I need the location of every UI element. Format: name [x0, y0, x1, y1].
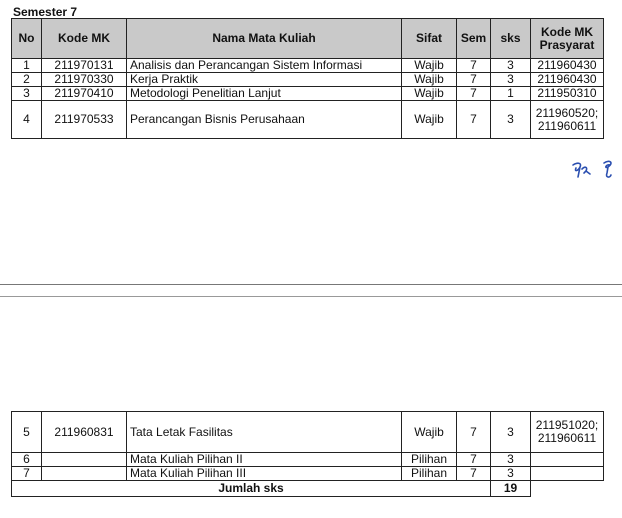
cell-kode: [42, 453, 127, 467]
cell-no: 4: [12, 101, 42, 139]
cell-sifat: Wajib: [402, 412, 457, 453]
cell-no: 6: [12, 453, 42, 467]
cell-kode: 211970533: [42, 101, 127, 139]
cell-sifat: Wajib: [402, 87, 457, 101]
cell-sifat: Pilihan: [402, 467, 457, 481]
cell-nama: Mata Kuliah Pilihan II: [127, 453, 402, 467]
cell-prasyarat: 211951020; 211960611: [531, 412, 604, 453]
cell-nama: Kerja Praktik: [127, 73, 402, 87]
cell-sifat: Pilihan: [402, 453, 457, 467]
course-table-bottom: [11, 411, 604, 497]
table-row: [12, 453, 604, 467]
total-label: Jumlah sks: [12, 481, 491, 497]
cell-prasyarat: 211950310: [531, 87, 604, 101]
table-row: [12, 412, 604, 453]
handwritten-initials-icon: [570, 158, 618, 182]
cell-no: 3: [12, 87, 42, 101]
cell-nama: Analisis dan Perancangan Sistem Informasi: [127, 59, 402, 73]
cell-nama: Metodologi Penelitian Lanjut: [127, 87, 402, 101]
cell-sem: 7: [457, 412, 491, 453]
cell-kode: 211970330: [42, 73, 127, 87]
cell-sifat: Wajib: [402, 73, 457, 87]
table-row: [12, 467, 604, 481]
cell-sifat: Wajib: [402, 59, 457, 73]
cell-kode: 211970131: [42, 59, 127, 73]
cell-prasyarat: 211960520; 211960611: [531, 101, 604, 139]
cell-sem: 7: [457, 467, 491, 481]
total-value: 19: [491, 481, 531, 497]
header-sks: sks: [491, 19, 531, 59]
table-row: [12, 73, 604, 87]
cell-prasyarat: [531, 453, 604, 467]
cell-kode: 211970410: [42, 87, 127, 101]
cell-sks: 3: [491, 101, 531, 139]
table-row: [12, 101, 604, 139]
cell-nama: Perancangan Bisnis Perusahaan: [127, 101, 402, 139]
header-prasyarat: Kode MK Prasyarat: [531, 19, 604, 59]
cell-sem: 7: [457, 73, 491, 87]
total-row: [12, 481, 604, 497]
cell-no: 7: [12, 467, 42, 481]
cell-nama: Mata Kuliah Pilihan III: [127, 467, 402, 481]
cell-sem: 7: [457, 59, 491, 73]
cell-kode: [42, 467, 127, 481]
cell-sks: 3: [491, 412, 531, 453]
cell-prasyarat: 211960430: [531, 59, 604, 73]
page-divider-line: [0, 284, 622, 285]
cell-kode: 211960831: [42, 412, 127, 453]
cell-sifat: Wajib: [402, 101, 457, 139]
cell-sks: 3: [491, 73, 531, 87]
cell-nama: Tata Letak Fasilitas: [127, 412, 402, 453]
total-empty-cell: [531, 481, 604, 497]
cell-sem: 7: [457, 101, 491, 139]
cell-prasyarat: [531, 467, 604, 481]
cell-sks: 3: [491, 467, 531, 481]
cell-sks: 1: [491, 87, 531, 101]
cell-sks: 3: [491, 59, 531, 73]
cell-prasyarat: 211960430: [531, 73, 604, 87]
table-header-row: [12, 19, 604, 59]
cell-sem: 7: [457, 87, 491, 101]
header-no: No: [12, 19, 42, 59]
table-row: [12, 59, 604, 73]
page-divider-line: [0, 296, 622, 297]
table-row: [12, 87, 604, 101]
cell-sks: 3: [491, 453, 531, 467]
course-table-top: [11, 18, 604, 139]
cell-no: 1: [12, 59, 42, 73]
header-nama: Nama Mata Kuliah: [127, 19, 402, 59]
cell-no: 5: [12, 412, 42, 453]
cell-no: 2: [12, 73, 42, 87]
header-kode-mk: Kode MK: [42, 19, 127, 59]
header-sifat: Sifat: [402, 19, 457, 59]
cell-sem: 7: [457, 453, 491, 467]
header-sem: Sem: [457, 19, 491, 59]
semester-title: Semester 7: [13, 5, 78, 19]
